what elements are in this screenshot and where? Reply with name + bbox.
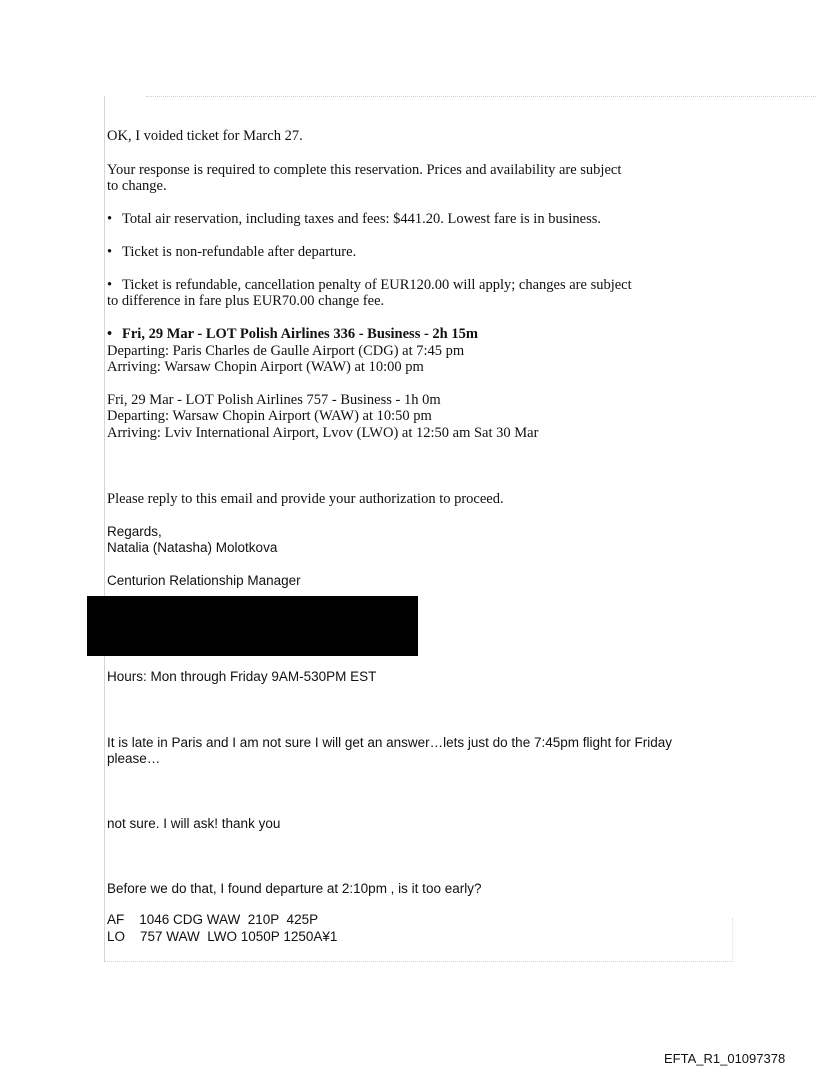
right-border-rule — [732, 918, 734, 962]
signature-regards: Regards, — [107, 524, 162, 539]
refundable-text-1: Ticket is refundable, cancellation penalty of EUR120.00 will apply; changes are subject — [122, 277, 632, 293]
nonrefundable-text: Ticket is non-refundable after departure. — [122, 244, 357, 260]
top-border-rule — [146, 96, 816, 98]
flight1-header — [107, 326, 478, 342]
left-border-rule — [104, 96, 105, 962]
before-that-line: Before we do that, I found departure at 2:10pm , is it too early? — [107, 881, 482, 896]
flight1-header-text: Fri, 29 Mar - LOT Polish Airlines 336 - Business - 2h 15m — [122, 326, 478, 342]
redaction-block — [87, 596, 418, 656]
reply-request: Please reply to this email and provide your authorization to proceed. — [107, 491, 504, 507]
signature-title: Centurion Relationship Manager — [107, 573, 301, 588]
total-reservation-text: Total air reservation, including taxes and fees: $441.20. Lowest fare is in business. — [122, 211, 601, 227]
signature-name: Natalia (Natasha) Molotkova — [107, 540, 278, 555]
flight1-arriving: Arriving: Warsaw Chopin Airport (WAW) at 10:00 pm — [107, 359, 424, 375]
flight2-arriving: Arriving: Lviv International Airport, Lvov (LWO) at 12:50 am Sat 30 Mar — [107, 425, 539, 441]
itinerary-line-1: AF 1046 CDG WAW 210P 425P — [107, 912, 319, 927]
bullet-glyph: • — [107, 326, 113, 342]
response-required-line-1: Your response is required to complete this reservation. Prices and availability are subject — [107, 162, 622, 178]
bullet-glyph: • — [107, 277, 113, 293]
bullet-glyph: • — [107, 244, 113, 260]
flight2-header: Fri, 29 Mar - LOT Polish Airlines 757 - Business - 1h 0m — [107, 392, 441, 408]
not-sure-line: not sure. I will ask! thank you — [107, 816, 281, 831]
flight1-departing: Departing: Paris Charles de Gaulle Airport (CDG) at 7:45 pm — [107, 343, 465, 359]
total-reservation-bullet — [107, 211, 601, 227]
flight2-departing: Departing: Warsaw Chopin Airport (WAW) at 10:50 pm — [107, 408, 432, 424]
document-id: EFTA_R1_01097378 — [664, 1051, 786, 1066]
nonrefundable-bullet — [107, 244, 356, 260]
itinerary-line-2: LO 757 WAW LWO 1050P 1250A¥1 — [107, 929, 338, 944]
refundable-text-2: to difference in fare plus EUR70.00 change fee. — [107, 293, 385, 309]
bullet-glyph: • — [107, 211, 113, 227]
late-paris-line-1: It is late in Paris and I am not sure I will get an answer…lets just do the 7:45pm flight for Friday — [107, 735, 673, 750]
response-required-line-2: to change. — [107, 178, 167, 194]
signature-hours: Hours: Mon through Friday 9AM-530PM EST — [107, 669, 377, 684]
voided-ticket-line: OK, I voided ticket for March 27. — [107, 128, 303, 144]
late-paris-line-2: please… — [107, 751, 161, 766]
refundable-bullet — [107, 277, 632, 293]
bottom-border-rule — [104, 961, 732, 963]
